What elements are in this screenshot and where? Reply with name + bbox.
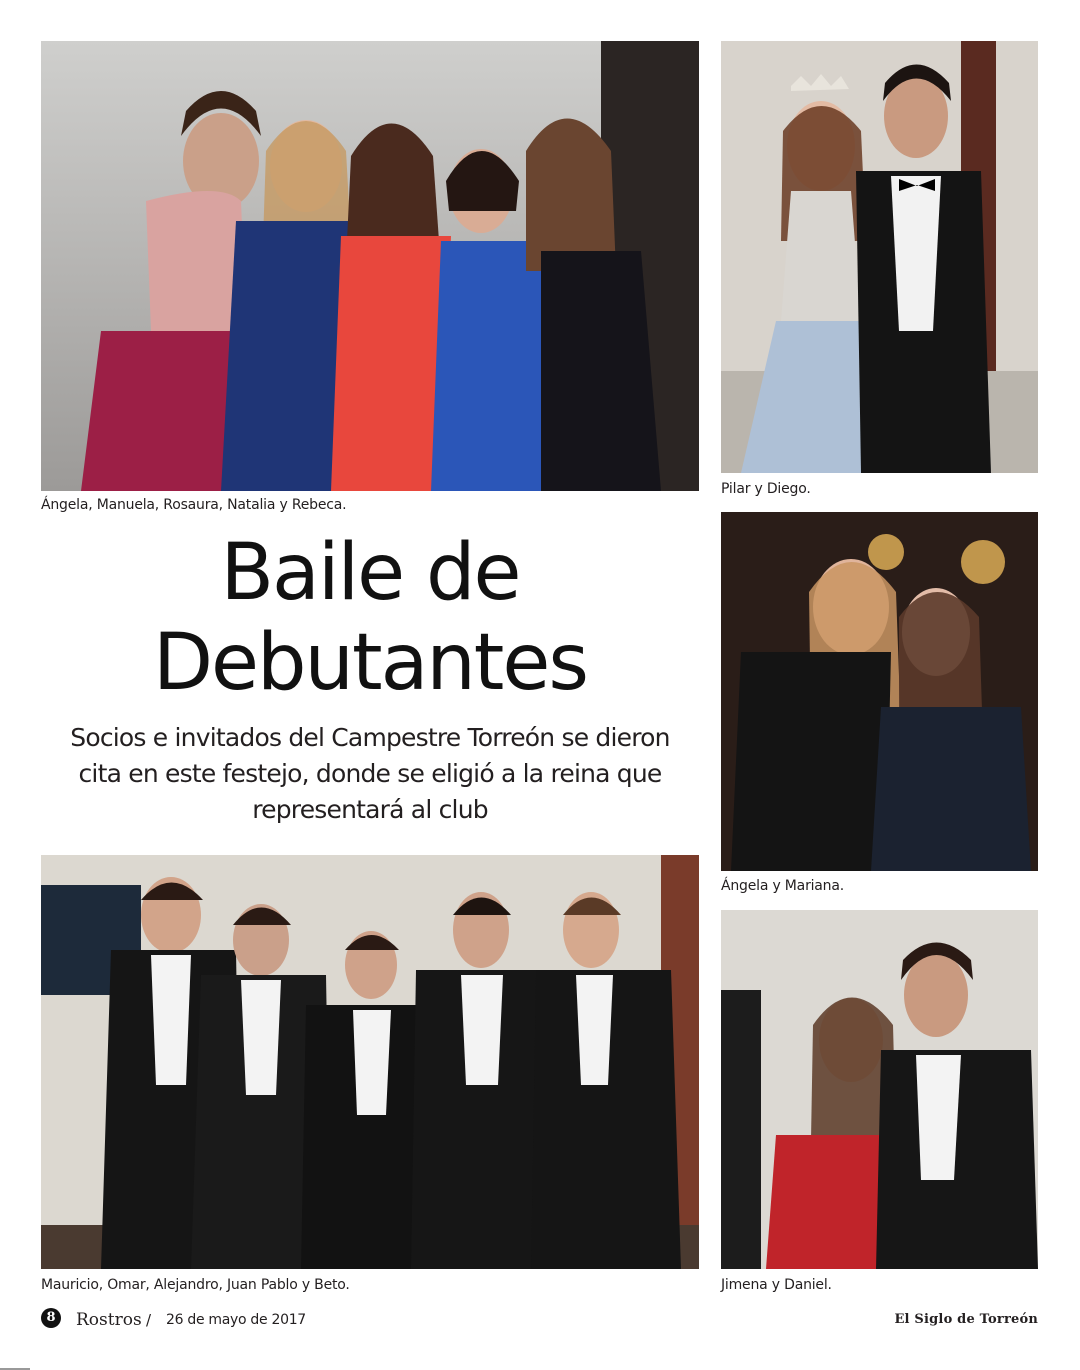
photo-angela-mariana [721,512,1038,871]
page-number: 8 [41,1308,61,1328]
photo-jimena-daniel-illustration [721,910,1038,1269]
newspaper-masthead: El Siglo de Torreón [894,1312,1038,1327]
caption-jimena-daniel: Jimena y Daniel. [721,1277,832,1293]
caption-pilar-diego: Pilar y Diego. [721,481,811,497]
page-title [80,528,660,708]
caption-group-girls: Ángela, Manuela, Rosaura, Natalia y Rebeca. [41,497,347,513]
photo-pilar-diego-illustration [721,41,1038,473]
caption-angela-mariana: Ángela y Mariana. [721,878,844,894]
issue-date: 26 de mayo de 2017 [166,1312,306,1328]
photo-jimena-daniel [721,910,1038,1269]
photo-angela-mariana-illustration [721,512,1038,871]
page-title-line-1: Baile de [220,528,520,618]
caption-group-boys: Mauricio, Omar, Alejandro, Juan Pablo y Beto. [41,1277,350,1293]
article-dek: Socios e invitados del Campestre Torreón se dieron cita en este festejo, donde se eligió a la reina que representará al club [70,723,670,824]
footer-separator: / [146,1311,152,1329]
photo-group-boys [41,855,699,1269]
section-name: Rostros [76,1310,142,1330]
photo-group-girls-illustration [41,41,699,491]
page-title-line-2: Debutantes [152,618,588,708]
photo-pilar-diego [721,41,1038,473]
photo-group-girls [41,41,699,491]
photo-group-boys-illustration [41,855,699,1269]
